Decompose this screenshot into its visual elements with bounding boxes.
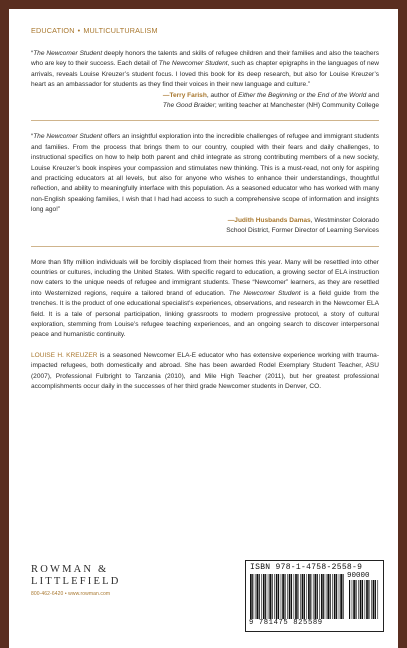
barcode-bar <box>287 574 288 619</box>
endorser-dash: — <box>162 91 170 99</box>
category-line <box>31 26 379 35</box>
isbn-number: ISBN 978-1-4758-2558-9 <box>250 563 363 572</box>
barcode-bar <box>317 574 318 619</box>
barcode-bar <box>321 574 323 619</box>
barcode-bar <box>336 574 337 619</box>
category-education: EDUCATION <box>31 26 75 35</box>
barcode-bar <box>349 580 350 619</box>
barcode-bar <box>284 574 285 619</box>
barcode-bar <box>276 574 278 619</box>
cover-content <box>31 26 379 392</box>
description-text: More than fifty million individuals will be forcibly displaced from their homes this year. Many will be resettled into other countries or cultures, including the United States. With specific regard to education, a growing sector of ELA instruction now caters to the unique needs of refugee and immigrant students. These “Newcomer” learners, as they are resettled into Westernized regions, require a tailored brand of education. <box>31 258 379 297</box>
barcode-bar <box>368 580 369 619</box>
book-title: The Newcomer Student <box>33 133 103 141</box>
barcode-bar <box>310 574 311 619</box>
barcode-bar <box>256 574 258 619</box>
publisher-rowman: ROWMAN <box>31 564 94 575</box>
barcode-bar <box>269 574 271 619</box>
book-description <box>31 258 379 341</box>
barcode-bar <box>315 574 317 619</box>
barcode-bars <box>250 574 344 619</box>
frame-top <box>0 0 407 9</box>
category-multiculturalism: MULTICULTURALISM <box>83 26 158 35</box>
barcode-bar <box>281 574 282 619</box>
barcode-bar <box>319 574 320 619</box>
barcode-bar <box>343 574 344 619</box>
barcode-bar <box>326 574 327 619</box>
barcode-bar <box>334 574 336 619</box>
isbn-barcode <box>245 560 384 632</box>
barcode-bar <box>278 574 279 619</box>
barcode-bar <box>313 574 314 619</box>
barcode-bar <box>365 580 366 619</box>
divider <box>31 120 379 121</box>
endorser-role: and <box>366 91 379 99</box>
barcode-bar <box>250 574 252 619</box>
barcode-bar <box>306 574 307 619</box>
publisher-logo <box>31 564 121 597</box>
publisher-ampersand: & <box>98 564 109 575</box>
price-addon-number: 90000 <box>347 572 370 580</box>
barcode-bar <box>300 574 301 619</box>
barcode-bar <box>259 574 260 619</box>
quote-text: , such as chapter epigraphs in the languages of new arrivals, reveals Louise Kreuzer’s student focus. I loved this book for its deep research, but also for Louise Kreuzer’s heart as an ambassador for students as they find their voices in their new language and culture.” <box>31 60 379 89</box>
barcode-bar <box>261 574 262 619</box>
quote-open: “ <box>31 50 34 57</box>
barcode-bar <box>295 574 297 619</box>
barcode-bar <box>353 580 355 619</box>
description-text: is a field guide from the trenches. It is the product of one educational specialist’s experiences, observations, and research in the Newcomer ELA field. It is a tale of personal participation, linking grassroots to modern progressive protocol, a story of cultural exploration, stemming from Louise’s refugee teaching experiences, and an ongoing search to discover interpersonal peace and humanistic continuity. <box>31 289 379 339</box>
endorser-name: Judith Husbands Damas <box>234 216 311 224</box>
book-title: The Newcomer Student <box>33 50 103 57</box>
endorser-role: , Westminster Colorado <box>310 216 379 224</box>
barcode-bar <box>358 580 359 619</box>
divider <box>31 246 379 247</box>
barcode-bar <box>377 580 378 619</box>
barcode-bar <box>355 580 356 619</box>
barcode-bar <box>268 574 269 619</box>
barcode-bar <box>373 580 375 619</box>
quote-open: “ <box>31 133 34 141</box>
barcode-bar <box>360 580 362 619</box>
barcode-bar <box>323 574 324 619</box>
barcode-bar <box>308 574 310 619</box>
quote-text: deeply honors the talents and skills of refugee children and their families and also the teachers who are key to their success. Each detail of <box>31 50 379 68</box>
barcode-bar <box>255 574 256 619</box>
endorser-dash: — <box>227 216 235 224</box>
barcode-bar <box>289 574 291 619</box>
endorser-name: Terry Farish <box>169 91 207 99</box>
quote-text: offers an insightful exploration into the incredible challenges of refugee and immigrant students and families. From the process that brings them to our country, coupled with their fears and daily challenges, to instructional specifics on how to help both parent and child integrate as strong contributing members of a new society, Louise Kreuzer’s book inspires your compassion and stimulates new thinking. This is a must-read, not only for aspiring and practicing educators at all levels, but also for anyone who wishes to enhance their understandings, thoughtful reflection, and ability to meaningfully interface with this population. As a seasoned educator who has worked with many non-English speaking families, I wish that I had had access to such a comprehensive scope of information and insights long ago!” <box>31 133 380 214</box>
addon-barcode-bars <box>349 580 379 619</box>
endorsement-quote-2 <box>31 132 379 215</box>
endorsement-quote-1 <box>31 49 379 91</box>
barcode-bar <box>294 574 295 619</box>
publisher-name-line2: LITTLEFIELD <box>31 576 121 587</box>
book-title: The Newcomer Student <box>158 60 228 68</box>
barcode-bar <box>340 574 342 619</box>
barcode-bar <box>375 580 376 619</box>
barcode-bar <box>332 574 333 619</box>
barcode-bar <box>330 574 331 619</box>
publisher-name-line1 <box>31 564 121 576</box>
frame-right <box>398 0 407 648</box>
barcode-bar <box>366 580 368 619</box>
endorser-book: Either the Beginning or the End of the World <box>238 91 367 99</box>
author-bio-text: is a seasoned Newcomer ELA-E educator who has extensive experience working with trauma-impacted refugees, both domestically and abroad. She has been awarded Rodel Exemplary Student Teacher, ASU (2007), Professional Fulbright to Tanzania (2010), and Mile High Teacher (2011), but her greatest professional accomplishments occur daily in the successes of her third grade Newcomer students in Denver, CO. <box>31 351 380 390</box>
publisher-contact: 800-462-6420 • www.rowman.com <box>31 591 111 597</box>
endorser-book: The Good Braider <box>162 102 215 110</box>
endorser-role: , author of <box>206 91 239 99</box>
endorsement-attribution-2 <box>31 216 379 237</box>
author-bio <box>31 351 379 393</box>
barcode-bar <box>327 574 329 619</box>
barcode-bar <box>274 574 275 619</box>
barcode-bar <box>362 580 363 619</box>
barcode-bar <box>371 580 372 619</box>
book-title: The Newcomer Student <box>228 289 301 297</box>
barcode-bar <box>297 574 298 619</box>
frame-left <box>0 0 9 648</box>
endorser-role: School District, Former Director of Learning Services <box>226 227 379 235</box>
barcode-bar <box>263 574 265 619</box>
barcode-bar <box>272 574 273 619</box>
barcode-bar <box>252 574 253 619</box>
barcode-bar <box>339 574 340 619</box>
barcode-bar <box>291 574 292 619</box>
barcode-bar <box>352 580 353 619</box>
author-name: LOUISE H. KREUZER <box>31 351 98 359</box>
category-separator: • <box>77 26 81 35</box>
barcode-bar <box>282 574 284 619</box>
barcode-bar <box>304 574 305 619</box>
barcode-bar <box>265 574 266 619</box>
barcode-digits: 9 781475 825589 <box>249 619 323 627</box>
endorser-role: ; writing teacher at Manchester (NH) Community College <box>214 102 379 110</box>
barcode-bar <box>302 574 304 619</box>
endorsement-attribution-1 <box>31 91 379 112</box>
